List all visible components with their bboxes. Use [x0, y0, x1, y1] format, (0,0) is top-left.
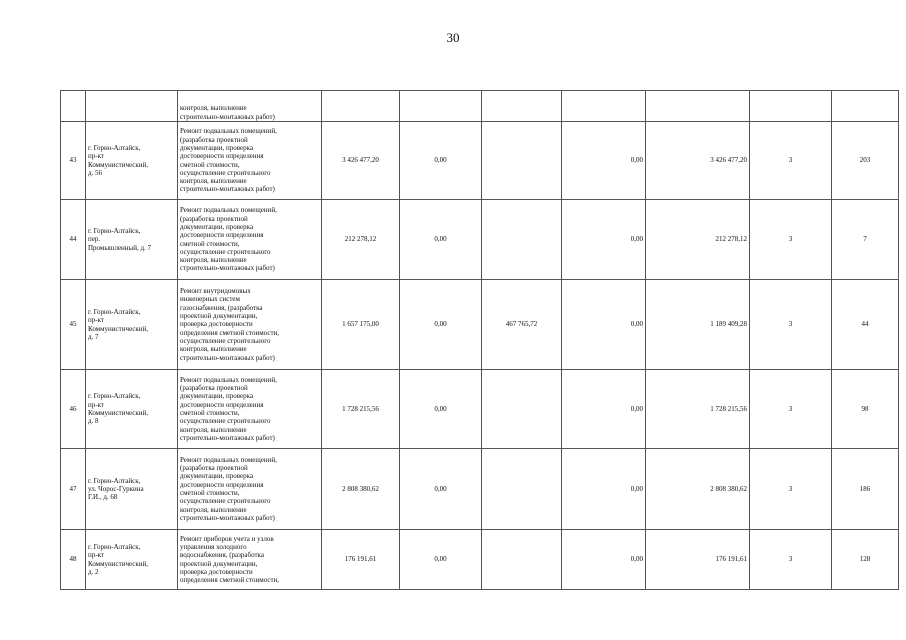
cell-total: 212 278,12: [322, 200, 400, 280]
cell-total: 2 808 380,62: [322, 449, 400, 530]
cell-num: 46: [61, 370, 86, 449]
table-row: [61, 530, 899, 590]
cell-work: [178, 122, 322, 200]
cell-local: 0,00: [562, 200, 646, 280]
address-line: г. Горно-Алтайск,: [88, 143, 141, 152]
capital-repair-table: [60, 90, 899, 590]
work-line: осуществление строительного: [180, 336, 271, 345]
cell-col-a: 3: [750, 530, 832, 590]
cell-local: 0,00: [562, 280, 646, 370]
work-line: строительно-монтажных работ): [180, 264, 275, 273]
cell-num: 45: [61, 280, 86, 370]
cell-owners: 3 426 477,20: [646, 122, 750, 200]
cell-budget: [482, 449, 562, 530]
work-line: Ремонт внутридомовых: [180, 287, 251, 296]
work-line: сметной стоимости,: [180, 489, 240, 497]
work-line: контроля, выполнение: [180, 104, 247, 113]
cell-budget: 467 765,72: [482, 280, 562, 370]
address-line: Коммунистический,: [88, 559, 149, 568]
work-line: сметной стоимости,: [180, 409, 240, 417]
table-body: [61, 91, 899, 590]
work-line: сметной стоимости,: [180, 160, 240, 169]
cell-fund: 0,00: [400, 280, 482, 370]
work-line: строительно-монтажных работ): [180, 433, 275, 442]
cell-budget: [482, 200, 562, 280]
cell-address: [86, 449, 178, 530]
cell-col-b: [832, 91, 899, 122]
page-number: 30: [446, 30, 460, 45]
address-line: д. 8: [88, 417, 99, 426]
cell-work: [178, 200, 322, 280]
address-line: Промышленный, д. 7: [88, 243, 152, 252]
cell-work: [178, 91, 322, 122]
work-line: контроля, выполнение: [180, 177, 247, 186]
work-line: строительно-монтажных работ): [180, 185, 275, 194]
work-line: документации, проверка: [180, 222, 254, 231]
cell-num: 44: [61, 200, 86, 280]
cell-address: [86, 370, 178, 449]
cell-col-a: [750, 91, 832, 122]
cell-col-b: 203: [832, 122, 899, 200]
cell-col-a: 3: [750, 280, 832, 370]
table-row: [61, 122, 899, 200]
cell-work: [178, 370, 322, 449]
cell-work: [178, 449, 322, 530]
cell-owners: 1 189 409,28: [646, 280, 750, 370]
cell-fund: 0,00: [400, 530, 482, 590]
address-line: пр-кт: [88, 316, 104, 325]
table-row-continuation: [61, 91, 899, 122]
table-row: [61, 449, 899, 530]
cell-owners: 2 808 380,62: [646, 449, 750, 530]
work-line: (разработка проектной: [180, 135, 248, 144]
address-line: Г.И., д. 68: [88, 493, 118, 502]
cell-local: 0,00: [562, 449, 646, 530]
address-line: пр-кт: [88, 152, 104, 161]
work-line: (разработка проектной: [180, 384, 248, 393]
address-line: пр-кт: [88, 551, 104, 560]
cell-col-b: 128: [832, 530, 899, 590]
address-line: г. Горно-Алтайск,: [88, 307, 141, 316]
cell-local: 0,00: [562, 370, 646, 449]
cell-address: [86, 530, 178, 590]
work-line: строительно-монтажных работ): [180, 112, 275, 121]
cell-budget: [482, 91, 562, 122]
work-line: сметной стоимости,: [180, 239, 240, 248]
cell-budget: [482, 122, 562, 200]
cell-col-a: 3: [750, 122, 832, 200]
work-line: строительно-монтажных работ): [180, 513, 275, 522]
address-line: д. 7: [88, 332, 99, 341]
work-line: контроля, выполнение: [180, 425, 247, 434]
cell-address: [86, 280, 178, 370]
address-line: Коммунистический,: [88, 409, 149, 417]
work-line: водоснабжения, (разработка: [180, 551, 264, 560]
work-line: контроля, выполнение: [180, 256, 247, 265]
address-line: д. 56: [88, 168, 103, 177]
table-row: [61, 370, 899, 449]
cell-local: 0,00: [562, 122, 646, 200]
cell-fund: 0,00: [400, 370, 482, 449]
table-row: [61, 200, 899, 280]
cell-address: [86, 91, 178, 122]
work-line: достоверности определения: [180, 231, 264, 240]
address-line: г. Горно-Алтайск,: [88, 476, 141, 485]
cell-fund: [400, 91, 482, 122]
cell-owners: 176 191,61: [646, 530, 750, 590]
work-line: проектной документации,: [180, 559, 258, 568]
address-line: г. Горно-Алтайск,: [88, 542, 141, 551]
cell-address: [86, 200, 178, 280]
work-line: Ремонт подвальных помещений,: [180, 206, 277, 215]
cell-col-b: 98: [832, 370, 899, 449]
work-line: Ремонт подвальных помещений,: [180, 455, 277, 464]
cell-col-a: 3: [750, 449, 832, 530]
work-line: контроля, выполнение: [180, 505, 247, 514]
cell-budget: [482, 370, 562, 449]
work-line: инженерных систем: [180, 295, 240, 304]
cell-fund: 0,00: [400, 122, 482, 200]
work-line: (разработка проектной: [180, 214, 248, 223]
cell-num: 43: [61, 122, 86, 200]
cell-col-b: 44: [832, 280, 899, 370]
cell-owners: [646, 91, 750, 122]
work-line: Ремонт подвальных помещений,: [180, 127, 277, 136]
cell-owners: 1 728 215,56: [646, 370, 750, 449]
cell-col-b: 186: [832, 449, 899, 530]
work-line: достоверности определения: [180, 480, 264, 489]
address-line: пер.: [88, 235, 101, 244]
cell-work: [178, 280, 322, 370]
cell-work: [178, 530, 322, 590]
work-line: определения сметной стоимости,: [180, 576, 280, 585]
cell-col-a: 3: [750, 370, 832, 449]
cell-owners: 212 278,12: [646, 200, 750, 280]
work-line: управления холодного: [180, 542, 247, 551]
cell-num: 48: [61, 530, 86, 590]
work-line: документации, проверка: [180, 143, 254, 152]
cell-fund: 0,00: [400, 200, 482, 280]
work-line: проверка достоверности: [180, 320, 253, 329]
cell-total: 1 657 175,00: [322, 280, 400, 370]
cell-total: 176 191,61: [322, 530, 400, 590]
work-line: достоверности определения: [180, 152, 264, 161]
work-line: проектной документации,: [180, 312, 258, 321]
cell-budget: [482, 530, 562, 590]
cell-fund: 0,00: [400, 449, 482, 530]
cell-address: [86, 122, 178, 200]
cell-col-a: 3: [750, 200, 832, 280]
table-row: [61, 280, 899, 370]
work-line: проверка достоверности: [180, 567, 253, 576]
cell-num: [61, 91, 86, 122]
work-line: контроля, выполнение: [180, 345, 247, 354]
work-line: Ремонт подвальных помещений,: [180, 375, 277, 384]
cell-total: [322, 91, 400, 122]
cell-local: 0,00: [562, 530, 646, 590]
address-line: пр-кт: [88, 400, 104, 409]
cell-total: 3 426 477,20: [322, 122, 400, 200]
address-line: Коммунистический,: [88, 160, 149, 169]
work-line: (разработка проектной: [180, 464, 248, 473]
work-line: документации, проверка: [180, 392, 254, 401]
cell-local: [562, 91, 646, 122]
cell-num: 47: [61, 449, 86, 530]
address-line: г. Горно-Алтайск,: [88, 392, 141, 401]
address-line: ул. Чорос-Гуркина: [88, 484, 144, 493]
work-line: достоверности определения: [180, 400, 264, 409]
work-line: строительно-монтажных работ): [180, 353, 275, 362]
address-line: Коммунистический,: [88, 324, 149, 333]
work-line: осуществление строительного: [180, 247, 271, 256]
address-line: г. Горно-Алтайск,: [88, 227, 141, 236]
address-line: д. 2: [88, 567, 99, 576]
cell-col-b: 7: [832, 200, 899, 280]
work-line: определения сметной стоимости,: [180, 328, 280, 337]
work-line: газоснабжения, (разработка: [180, 303, 263, 312]
work-line: Ремонт приборов учета и узлов: [180, 534, 274, 543]
work-line: осуществление строительного: [180, 417, 271, 426]
work-line: осуществление строительного: [180, 497, 271, 506]
work-line: документации, проверка: [180, 472, 254, 481]
cell-total: 1 728 215,56: [322, 370, 400, 449]
work-line: осуществление строительного: [180, 168, 271, 177]
